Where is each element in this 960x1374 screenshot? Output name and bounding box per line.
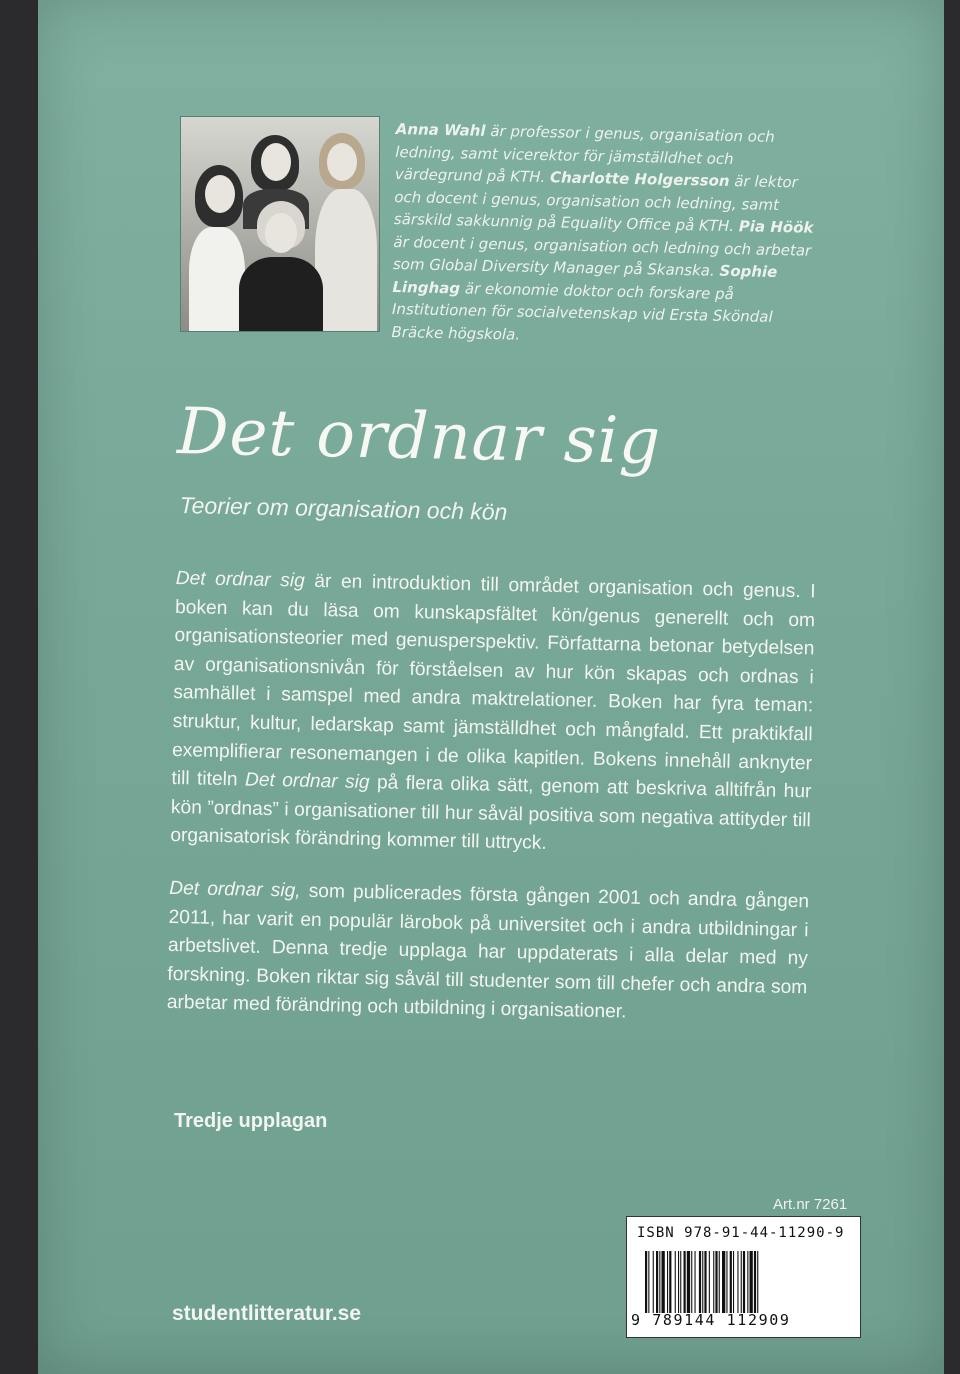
barcode-bar [726,1251,727,1313]
author-face [265,213,297,253]
blurb-paragraph [170,565,816,864]
paragraph-text: som publicerades första gången 2001 och andra gången 2011, har varit en populär lärobok på universitet och i andra utbildningar i arbetslivet. Denna tredje upplaga har uppdaterats i alla delar med ny forskning. Boken riktar sig såväl till studenter som till chefer och andra som arbetar med förändring och utbildning i organisationer. [166,880,810,1023]
author-photo [180,116,380,332]
barcode-bar [656,1251,658,1313]
barcode-bar [695,1251,696,1313]
title-reference: Det ordnar sig, [169,877,301,902]
author-body [315,189,377,332]
barcode-bar [684,1251,686,1313]
barcode-bar [675,1251,676,1313]
barcode-bar [737,1251,738,1313]
barcode-bar [653,1251,654,1313]
barcode-bar [662,1251,665,1313]
author-name: Pia Höök [738,217,814,237]
author-body [239,257,323,332]
barcode-bar [713,1251,714,1313]
article-number: Art.nr 7261 [773,1196,848,1213]
publisher-website: studentlitteratur.se [172,1302,362,1325]
isbn-text: ISBN 978-91-44-11290-9 [637,1225,845,1241]
author-description: är ekonomie doktor och forskare på Institutionen för socialvetenskap vid Ersta Sköndal Bräcke högskola. [391,278,773,344]
edition-label: Tredje upplagan [174,1110,328,1132]
isbn-barcode [626,1216,861,1338]
author-face [261,143,291,181]
barcode-bar [680,1251,681,1313]
barcode-bar [747,1251,748,1313]
paragraph-text: på flera olika sätt, genom att beskriva alltifrån hur kön ”ordnas” i organisationer till hur såväl positiva som negativa attityder till organisatorisk förändring kommer till uttryck. [170,772,812,855]
barcode-bar [704,1251,706,1313]
barcode-bar [699,1251,701,1313]
barcode-bars [645,1251,851,1313]
barcode-bar [715,1251,717,1313]
title-reference: Det ordnar sig [244,769,370,794]
book-title: Det ordnar sig [176,395,662,480]
author-face [327,143,357,181]
author-face [205,175,235,213]
barcode-bar [678,1251,679,1313]
blurb-paragraph [167,875,810,1031]
author-body [189,227,245,332]
author-description: är professor i genus, organisation och ledning, samt vicerektor för jämställdhet och värdegrund på KTH. [394,121,775,187]
barcode-bar [733,1251,734,1313]
barcode-bar [722,1251,725,1313]
barcode-bar [730,1251,732,1313]
barcode-bar [750,1251,753,1313]
barcode-bar [687,1251,690,1313]
barcode-bar [702,1251,703,1313]
barcode-bar [741,1251,742,1313]
author-name: Charlotte Holgersson [549,168,730,190]
barcode-bar [659,1251,660,1313]
author-name: Anna Wahl [395,119,486,140]
barcode-bar [669,1251,671,1313]
barcode-bar [757,1251,758,1313]
author-bio [391,118,816,352]
author-description: är docent i genus, organisation och ledning och arbetar som Global Diversity Manager på Skanska. [392,232,812,280]
author-name: Sophie Linghag [392,261,778,297]
title-reference: Det ordnar sig [175,567,305,592]
blurb [166,565,816,1055]
barcode-bar [691,1251,692,1313]
paragraph-text: är en introduktion till området organisation och genus. I boken kan du läsa om kunskapsfältet kön/genus generellt och om organisationsteorier med genusperspektiv. Författarna betonar betydelsen av organisationsnivån för förståelsen av hur kön skapas och ordnas i samhället i samspel med andra maktrelationer. Boken har fyra teman: struktur, kultur, ledarskap samt jämställdhet och mångfald. Ett praktikfall exemplifierar resonemangen i de olika kapitlen. Bokens innehåll anknyter till titeln [171,570,816,791]
book-back-cover [38,0,944,1374]
barcode-bar [754,1251,756,1313]
barcode-digits: 9 789144 112909 [631,1311,791,1329]
barcode-bar [645,1251,647,1313]
barcode-bar [709,1251,710,1313]
barcode-bar [719,1251,720,1313]
barcode-bar [743,1251,745,1313]
author-description: är lektor och docent i genus, organisation och ledning, samt särskild sakkunnig på Equality Office på KTH. [393,172,798,236]
book-subtitle: Teorier om organisation och kön [179,492,508,525]
barcode-bar [648,1251,649,1313]
barcode-bar [667,1251,668,1313]
